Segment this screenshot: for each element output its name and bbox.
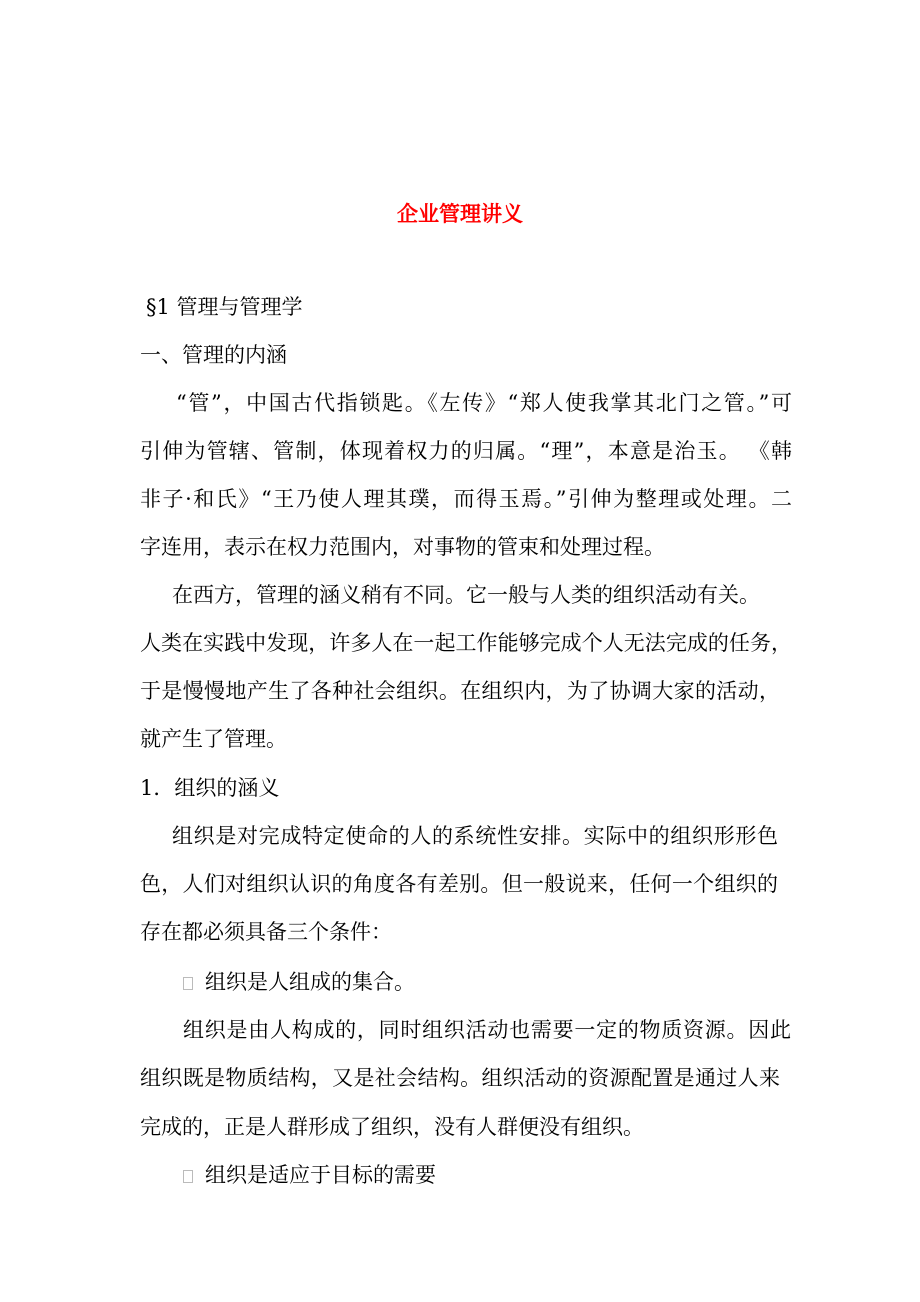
para3-line: 组织是对完成特定使命的人的系统性安排。实际中的组织形形色: [172, 824, 778, 848]
bullet-icon: [183, 977, 193, 990]
heading-organization: 1．组织的涵义: [140, 776, 280, 800]
bullet-item: [183, 1162, 835, 1188]
para2-line: 人类在实践中发现，许多人在一起工作能够完成个人无法完成的任务，: [140, 631, 792, 655]
para4-line: 组织是由人构成的，同时组织活动也需要一定的物质资源。因此: [183, 1018, 791, 1042]
para3-line: 存在都必须具备三个条件：: [140, 920, 392, 944]
para1-line: 引伸为管辖、管制，体现着权力的归属。“理”，本意是治玉。 《韩: [140, 439, 792, 463]
para1-line: 字连用，表示在权力范围内，对事物的管束和处理过程。: [140, 535, 665, 559]
para2-line: 于是慢慢地产生了各种社会组织。在组织内，为了协调大家的活动，: [140, 679, 780, 703]
para4-line: 完成的，正是人群形成了组织，没有人群便没有组织。: [140, 1115, 644, 1139]
document-title: 企业管理讲义: [397, 202, 523, 226]
bullet-item: [183, 969, 835, 995]
para1-line: “管”，中国古代指锁匙。《左传》“郑人使我掌其北门之管。”可: [176, 391, 792, 415]
para3-line: 色，人们对组织认识的角度各有差别。但一般说来，任何一个组织的: [140, 872, 778, 896]
bullet-text: 组织是适应于目标的需要: [205, 1163, 436, 1187]
section-heading: §1 管理与管理学: [146, 295, 303, 319]
para2-line: 就产生了管理。: [140, 727, 287, 751]
heading-meaning: 一、管理的内涵: [140, 343, 287, 367]
para2-line: 在西方，管理的涵义稍有不同。它一般与人类的组织活动有关。: [172, 583, 760, 607]
para1-line: 非子·和氏》“王乃使人理其璞，而得玉焉。”引伸为整理或处理。二: [140, 487, 792, 511]
bullet-text: 组织是人组成的集合。: [205, 970, 415, 994]
bullet-icon: [183, 1170, 193, 1183]
para4-line: 组织既是物质结构，又是社会结构。组织活动的资源配置是通过人来: [140, 1066, 780, 1090]
